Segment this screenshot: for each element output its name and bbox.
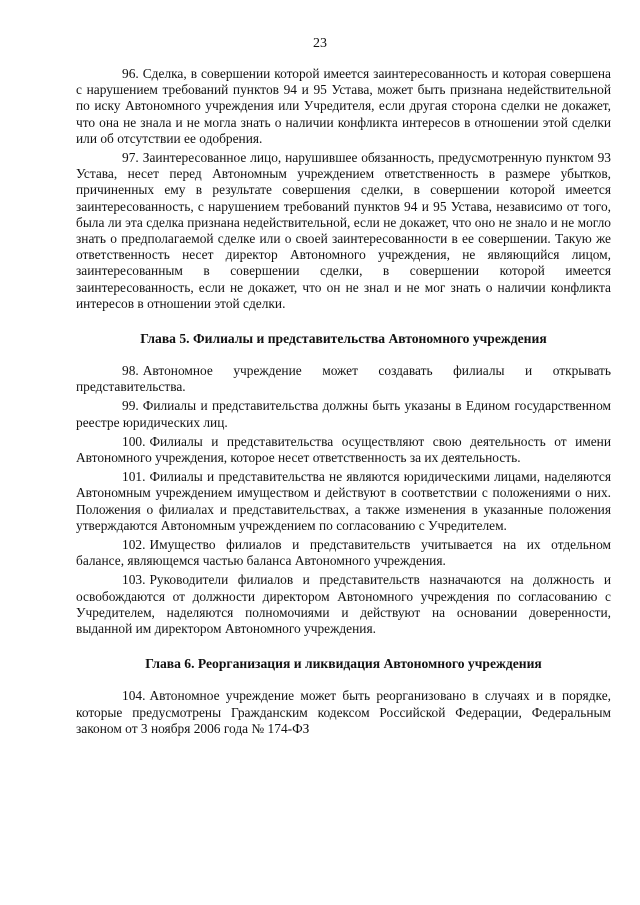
paragraph-text: Филиалы и представительства не являются юридическими лицами, наделяются Автономным учреждением имуществом и действуют в соответствии с положениями о них. Положения о филиалах и представительствах, а также изменения в указанные положения утверждаются Автономным учреждением по согласованию с Учредителем. [76,469,611,533]
paragraph-99 [76,398,611,430]
paragraph-text: Заинтересованное лицо, нарушившее обязанность, предусмотренную пунктом 93 Устава, несет перед Автономным учреждением ответственность в размере убытков, причиненных ему в результате совершения сделки, в совершении которой имеется заинтересованность, с нарушением требований пунктов 94 и 95 Устава, независимо от того, была ли эта сделка признана недействительной, если не докажет, что оно не знало и не могло знать о предполагаемой сделке или о своей заинтересованности в ее совершении. Такую же ответственность несет директор Автономного учреждения, не являющийся лицом, заинтересованным в совершении сделки, в совершении которой имеется заинтересованность, если не докажет, что он не знал и не мог знать о наличии конфликта интересов в отношении этой сделки. [76,150,611,311]
paragraph-text: Сделка, в совершении которой имеется заинтересованность и которая совершена с нарушением требований пунктов 94 и 95 Устава, может быть признана недействительной по иску Автономного учреждения или Учредителя, если другая сторона сделки не докажет, что она не знала и не могла знать о наличии конфликта интересов в отношении этой сделки или об отсутствии ее одобрения. [76,66,611,146]
paragraph-number: 103. [122,572,146,588]
paragraph-102 [76,537,611,569]
chapter-6-heading: Глава 6. Реорганизация и ликвидация Автономного учреждения [145,656,542,672]
paragraph-number: 100. [122,433,146,449]
paragraph-number: 98. [122,363,139,379]
page-number: 23 [313,36,327,51]
paragraph-text: Имущество филиалов и представительств учитывается на их отдельном балансе, являющемся частью баланса Автономного учреждения. [76,537,611,569]
chapter-5-heading: Глава 5. Филиалы и представительства Автономного учреждения [140,331,547,347]
paragraph-number: 102. [122,537,146,553]
paragraph-number: 99. [122,398,139,414]
paragraph-96 [76,66,611,147]
paragraph-101 [76,469,611,534]
paragraph-103 [76,572,611,637]
paragraph-number: 96. [122,66,139,81]
paragraph-97 [76,150,611,312]
paragraph-number: 101. [122,469,146,485]
paragraph-100 [76,434,611,466]
paragraph-text: Филиалы и представительства осуществляют свою деятельность от имени Автономного учреждения, которое несет ответственность за их деятельность. [76,433,611,466]
paragraph-number: 97. [122,150,139,166]
document-body [76,66,611,740]
paragraph-text: Руководители филиалов и представительств назначаются на должность и освобождаются от должности директором Автономного учреждения по согласованию с Учредителем, наделяются полномочиями и действуют на основании доверенности, выданной им директором Автономного учреждения. [76,572,611,637]
paragraph-98 [76,363,611,395]
paragraph-text: Автономное учреждение может создавать филиалы и открывать представительства. [76,363,611,395]
paragraph-104 [76,688,611,737]
paragraph-text: Филиалы и представительства должны быть указаны в Едином государственном реестре юридических лиц. [76,398,611,430]
paragraph-text: Автономное учреждение может быть реорганизовано в случаях и в порядке, которые предусмотрены Гражданским кодексом Российской Федерации, Федеральным законом от 3 ноября 2006 года № 174-ФЗ [76,688,611,736]
paragraph-number: 104. [122,688,146,704]
